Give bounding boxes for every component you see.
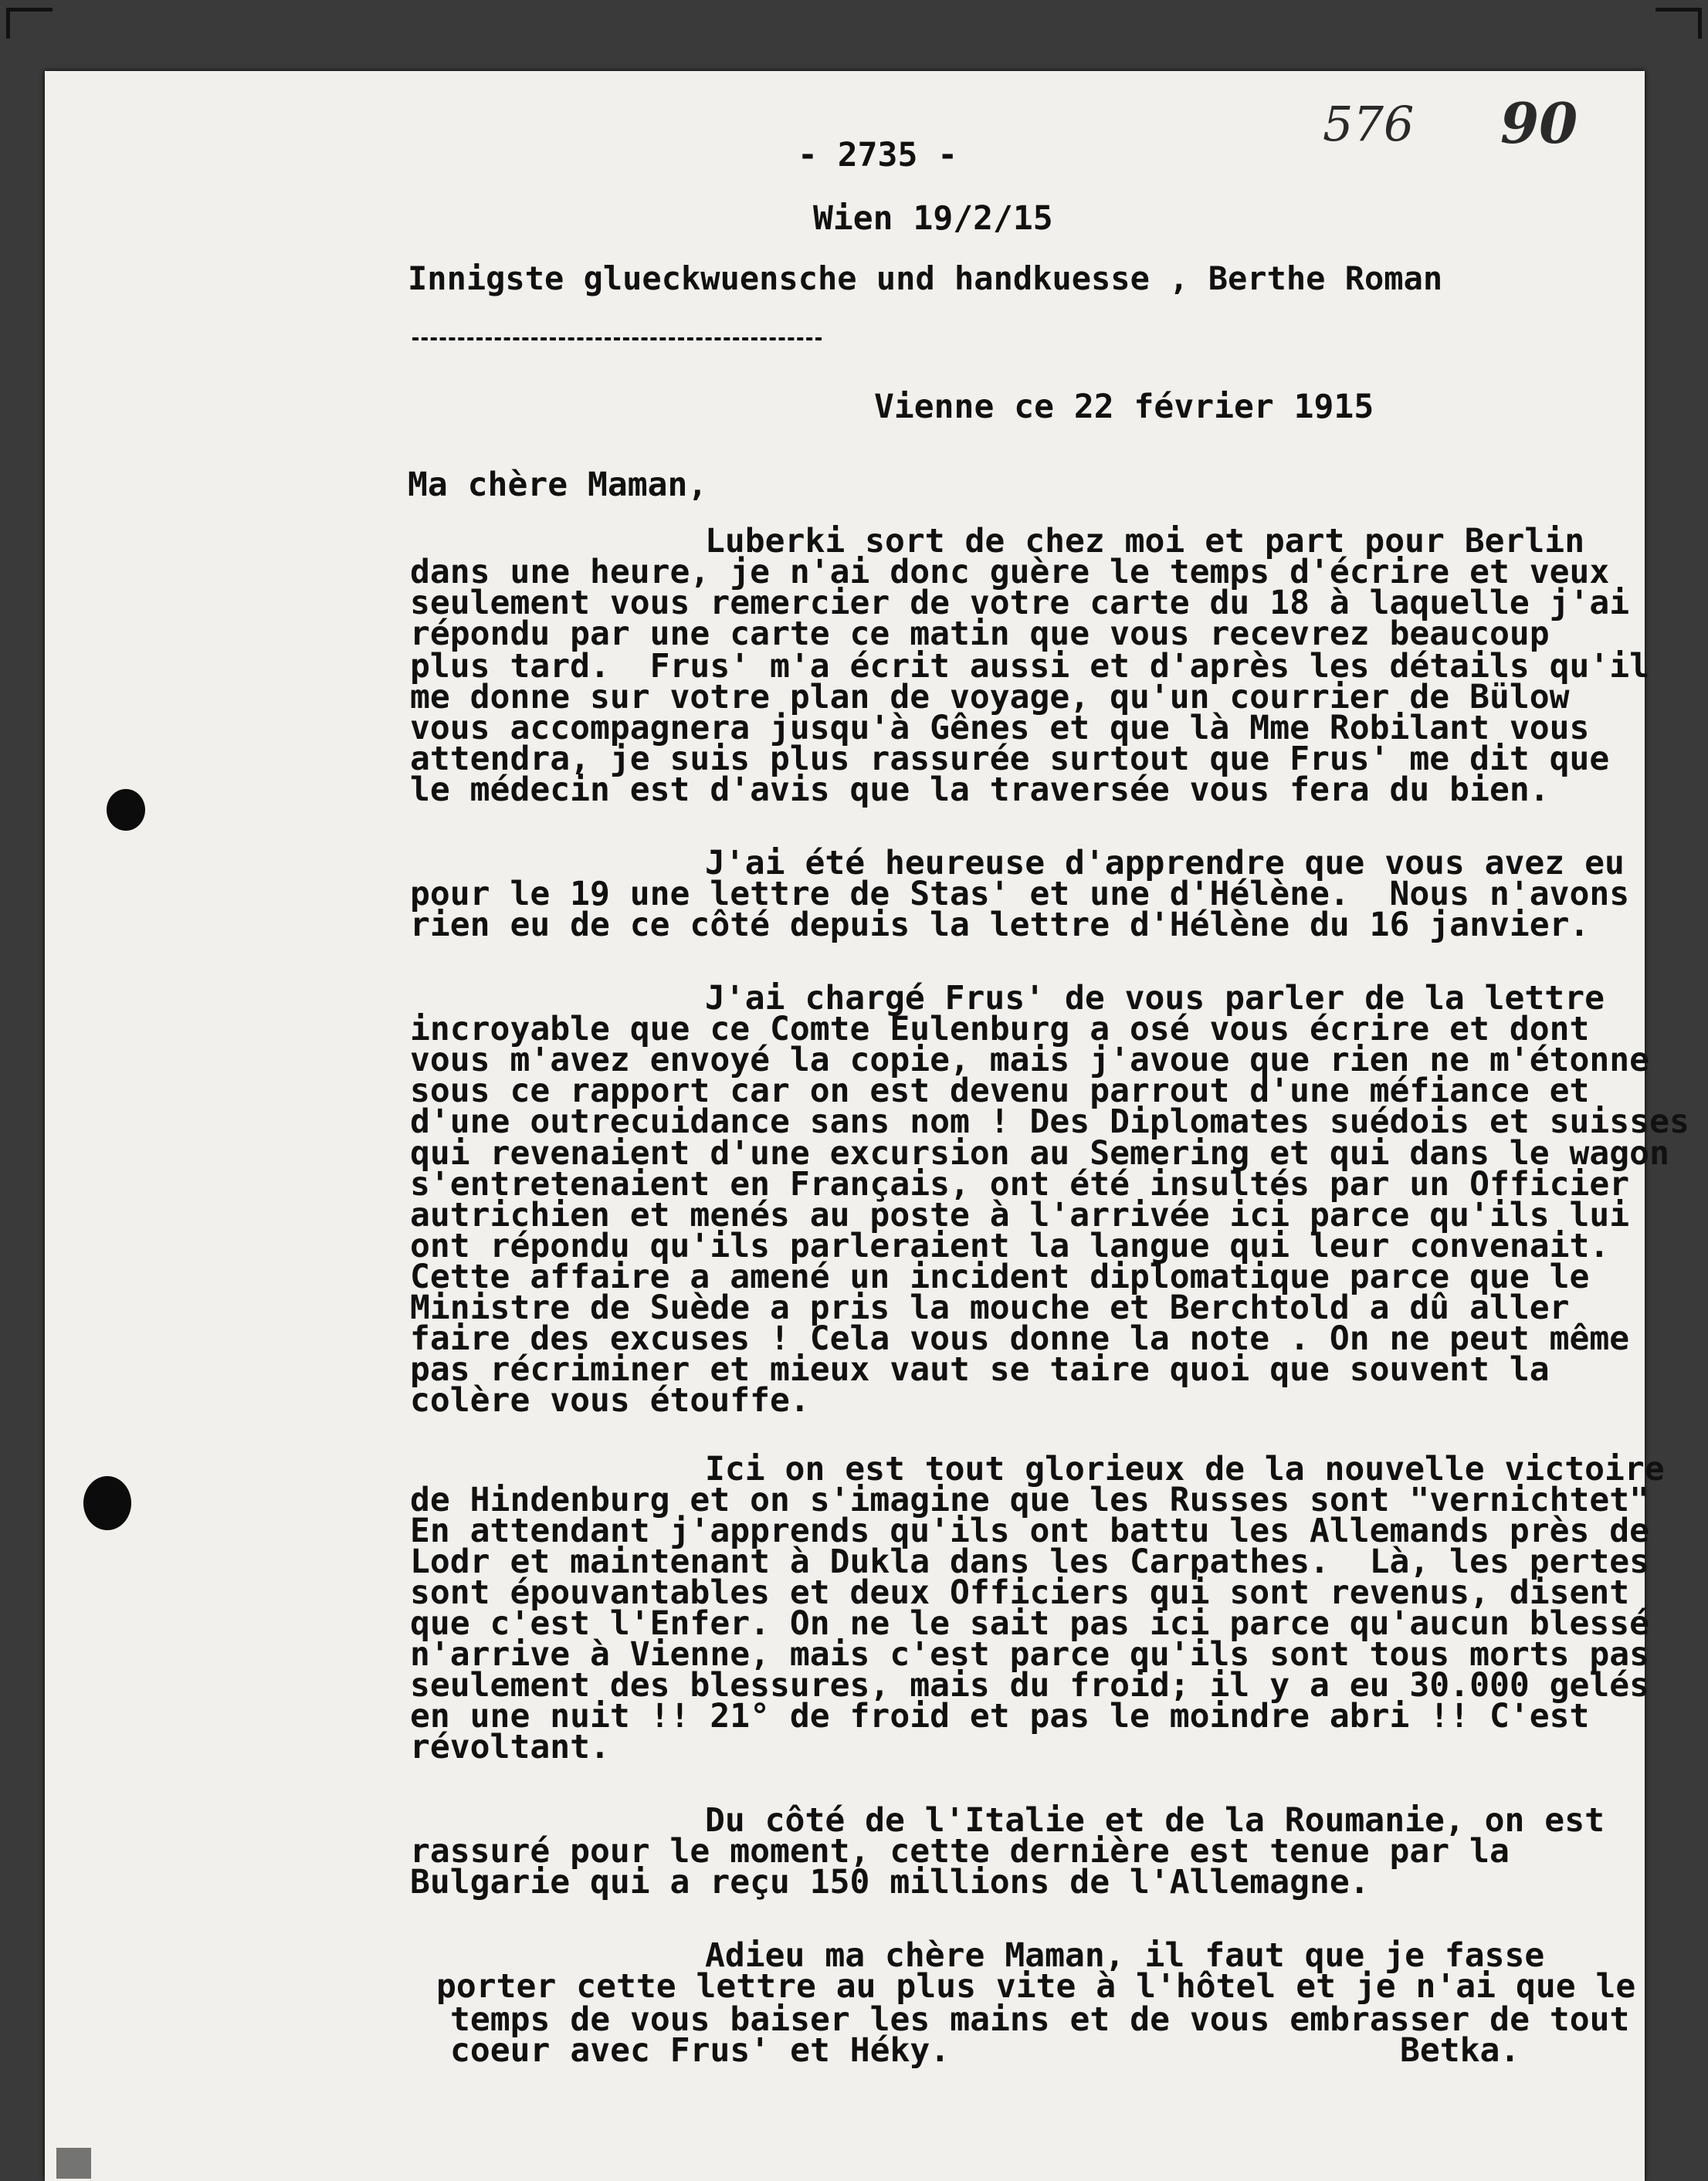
letter-line: rassuré pour le moment, cette dernière est tenue par la: [410, 1832, 1510, 1871]
letter-line: Cette affaire a amené un incident diplomatique parce que le: [410, 1258, 1590, 1296]
letter-line: plus tard. Frus' m'a écrit aussi et d'après les détails qu'il: [410, 647, 1650, 686]
letter-line: s'entretenaient en Français, ont été insultés par un Officier: [410, 1165, 1630, 1204]
letter-line: Lodr et maintenant à Dukla dans les Carpathes. Là, les pertes: [410, 1543, 1650, 1581]
folio-number-stamp: 90: [1500, 90, 1578, 156]
letter-line: vous m'avez envoyé la copie, mais j'avoue que rien ne m'étonne: [410, 1041, 1650, 1079]
document-number: - 2735 -: [798, 136, 958, 174]
letter-line: répondu par une carte ce matin que vous recevrez beaucoup: [410, 615, 1550, 653]
letter-line: le médecin est d'avis que la traversée vous fera du bien.: [410, 770, 1550, 809]
letter-line: porter cette lettre au plus vite à l'hôtel et je n'ai que le: [436, 1967, 1636, 2006]
crop-mark-top-left: [6, 8, 53, 39]
letter-salutation: Ma chère Maman,: [408, 466, 708, 504]
crop-mark-top-right: [1655, 8, 1702, 39]
punch-hole: [107, 789, 145, 831]
letter-line: seulement vous remercier de votre carte du 18 à laquelle j'ai: [410, 584, 1630, 622]
letter-line: n'arrive à Vienne, mais c'est parce qu'ils sont tous morts pas: [410, 1635, 1650, 1674]
letter-line: En attendant j'apprends qu'ils ont battu les Allemands près de: [410, 1512, 1650, 1550]
letter-line: de Hindenburg et on s'imagine que les Russes sont "vernichtet": [410, 1481, 1650, 1519]
letter-line: seulement des blessures, mais du froid; il y a eu 30.000 gelés: [410, 1666, 1650, 1705]
letter-page: [45, 71, 1689, 2181]
letter-line: ont répondu qu'ils parleraient la langue qui leur convenait.: [410, 1227, 1610, 1265]
letter-line: d'une outrecuidance sans nom ! Des Diplomates suédois et suisses: [410, 1102, 1689, 1141]
letter-line: en une nuit !! 21° de froid et pas le moindre abri !! C'est: [410, 1697, 1590, 1736]
letter-line: pas récriminer et mieux vaut se taire quoi que souvent la: [410, 1350, 1550, 1389]
letter-line: Adieu ma chère Maman, il faut que je fasse: [705, 1936, 1545, 1975]
letter-line: Du côté de l'Italie et de la Roumanie, on est: [705, 1801, 1605, 1840]
letter-line: Luberki sort de chez moi et part pour Berlin: [705, 522, 1585, 560]
letter-line: que c'est l'Enfer. On ne le sait pas ici parce qu'aucun blessé: [410, 1604, 1650, 1643]
punch-hole: [83, 1476, 131, 1530]
telegram-text: Innigste glueckwuensche und handkuesse , Berthe Roman: [408, 259, 1443, 297]
letter-line: révoltant.: [410, 1728, 610, 1766]
letter-line: vous accompagnera jusqu'à Gênes et que là Mme Robilant vous: [410, 709, 1590, 747]
letter-place-date: Vienne ce 22 février 1915: [874, 388, 1374, 426]
letter-line: temps de vous baiser les mains et de vous embrasser de tout: [450, 2000, 1630, 2039]
separator-line: [412, 337, 822, 340]
letter-line: autrichien et menés au poste à l'arrivée ici parce qu'ils lui: [410, 1196, 1630, 1234]
letter-line: sous ce rapport car on est devenu parrout d'une méfiance et: [410, 1072, 1590, 1110]
margin-mark: [56, 2148, 91, 2179]
letter-line: sont épouvantables et deux Officiers qui sont revenus, disent: [410, 1573, 1630, 1612]
letter-line: incroyable que ce Comte Eulenburg a osé vous écrire et dont: [410, 1010, 1590, 1048]
letter-line: faire des excuses ! Cela vous donne la note . On ne peut même: [410, 1319, 1630, 1358]
letter-line: Ministre de Suède a pris la mouche et Berchtold a dû aller: [410, 1289, 1570, 1327]
letter-line: qui revenaient d'une excursion au Semering et qui dans le wagon: [410, 1134, 1669, 1173]
letter-line: Ici on est tout glorieux de la nouvelle victoire: [705, 1450, 1665, 1488]
letter-line: Bulgarie qui a reçu 150 millions de l'Allemagne.: [410, 1863, 1370, 1902]
letter-line: J'ai chargé Frus' de vous parler de la lettre: [705, 979, 1605, 1018]
letter-line: J'ai été heureuse d'apprendre que vous avez eu: [705, 844, 1625, 882]
letter-line: coeur avec Frus' et Héky.: [450, 2031, 951, 2070]
letter-line: colère vous étouffe.: [410, 1381, 810, 1420]
telegram-date: Wien 19/2/15: [813, 199, 1053, 238]
letter-signature: Betka.: [1400, 2031, 1520, 2070]
letter-line: pour le 19 une lettre de Stas' et une d'Hélène. Nous n'avons: [410, 875, 1630, 913]
letter-line: me donne sur votre plan de voyage, qu'un courrier de Bülow: [410, 678, 1570, 716]
letter-line: rien eu de ce côté depuis la lettre d'Hélène du 16 janvier.: [410, 906, 1590, 944]
page-number-stamp: 576: [1323, 96, 1415, 152]
letter-line: attendra, je suis plus rassurée surtout que Frus' me dit que: [410, 740, 1610, 778]
letter-line: dans une heure, je n'ai donc guère le temps d'écrire et veux: [410, 553, 1610, 591]
